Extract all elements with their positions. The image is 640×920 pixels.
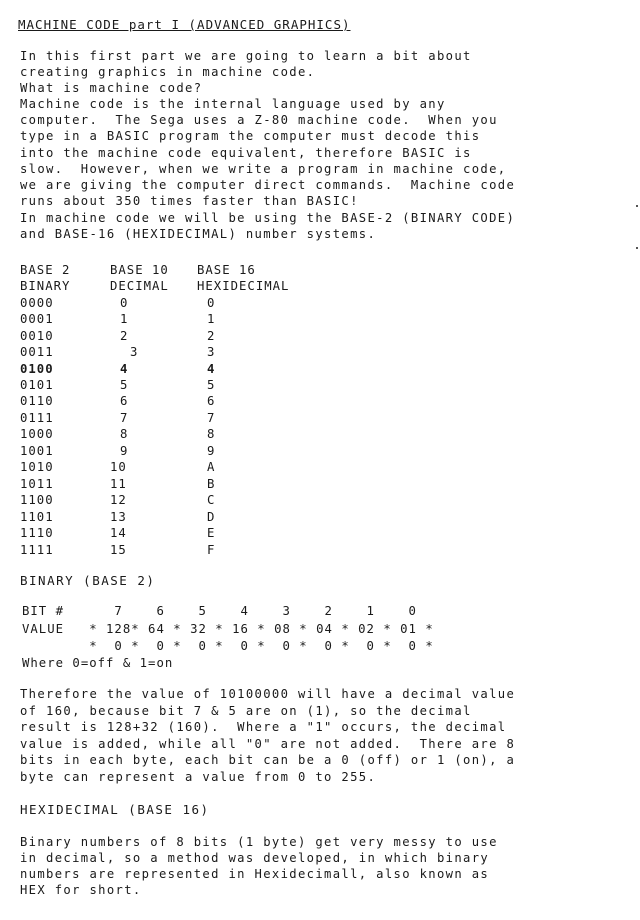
scan-speck xyxy=(636,247,638,249)
intro-line: slow. However, when we write a program in machine code, xyxy=(20,162,507,176)
where-legend: Where 0=off & 1=on xyxy=(22,656,174,670)
binary-cell: 1100 xyxy=(20,493,54,507)
decimal-cell: 15 xyxy=(110,543,127,557)
header-hexidecimal: HEXIDECIMAL xyxy=(197,279,290,293)
decimal-cell: 14 xyxy=(110,526,127,540)
intro-line: type in a BASIC program the computer must decode this xyxy=(20,129,481,143)
hex-cell: B xyxy=(207,477,216,491)
binary-cell: 1001 xyxy=(20,444,54,458)
binary-cell: 1101 xyxy=(20,510,54,524)
binary-cell: 0011 xyxy=(20,345,54,359)
body-line: result is 128+32 (160). Where a "1" occurs, the decimal xyxy=(20,720,507,734)
decimal-cell: 12 xyxy=(110,493,127,507)
hex-cell: 5 xyxy=(207,378,216,392)
binary-cell: 0101 xyxy=(20,378,54,392)
body-line: value is added, while all "0" are not added. There are 8 xyxy=(20,737,516,751)
binary-heading: BINARY (BASE 2) xyxy=(20,573,156,588)
body-line: bits in each byte, each bit can be a 0 (off) or 1 (on), a xyxy=(20,753,516,767)
bit-zero-row: * 0 * 0 * 0 * 0 * 0 * 0 * 0 * 0 * xyxy=(22,639,434,653)
body-line: of 160, because bit 7 & 5 are on (1), so the decimal xyxy=(20,704,472,718)
decimal-cell: 0 xyxy=(120,296,129,310)
decimal-cell: 6 xyxy=(120,394,129,408)
hex-cell: 1 xyxy=(207,312,216,326)
binary-cell: 0110 xyxy=(20,394,54,408)
decimal-cell: 10 xyxy=(110,460,127,474)
decimal-cell: 9 xyxy=(120,444,129,458)
intro-line: runs about 350 times faster than BASIC! xyxy=(20,194,359,208)
intro-line: into the machine code equivalent, therefore BASIC is xyxy=(20,146,472,160)
scan-speck xyxy=(636,205,638,207)
binary-cell: 1011 xyxy=(20,477,54,491)
decimal-cell: 7 xyxy=(120,411,129,425)
decimal-cell: 11 xyxy=(110,477,127,491)
intro-line: we are giving the computer direct commands. Machine code xyxy=(20,178,516,192)
header-base10: BASE 10 xyxy=(110,263,169,277)
intro-line: In this first part we are going to learn a bit about xyxy=(20,49,472,63)
page-title: MACHINE CODE part I (ADVANCED GRAPHICS) xyxy=(18,17,351,32)
binary-cell: 0001 xyxy=(20,312,54,326)
header-base16: BASE 16 xyxy=(197,263,256,277)
header-binary: BINARY xyxy=(20,279,71,293)
decimal-cell: 8 xyxy=(120,427,129,441)
hex-cell: 3 xyxy=(207,345,216,359)
binary-cell: 0010 xyxy=(20,329,54,343)
binary-cell: 0100 xyxy=(20,362,54,376)
body-line: byte can represent a value from 0 to 255. xyxy=(20,770,377,784)
decimal-cell: 1 xyxy=(120,312,129,326)
hex-cell: 0 xyxy=(207,296,216,310)
hex-cell: 7 xyxy=(207,411,216,425)
bit-number-row: BIT # 7 6 5 4 3 2 1 0 xyxy=(22,604,417,618)
intro-line: What is machine code? xyxy=(20,81,203,95)
hex-cell: F xyxy=(207,543,216,557)
binary-cell: 0000 xyxy=(20,296,54,310)
hex-cell: 6 xyxy=(207,394,216,408)
binary-cell: 1010 xyxy=(20,460,54,474)
hex-cell: 8 xyxy=(207,427,216,441)
hex-cell: E xyxy=(207,526,216,540)
hex-heading: HEXIDECIMAL (BASE 16) xyxy=(20,802,210,817)
header-base2: BASE 2 xyxy=(20,263,71,277)
body-line: numbers are represented in Hexidecimall, also known as xyxy=(20,867,490,881)
binary-cell: 0111 xyxy=(20,411,54,425)
hex-cell: 9 xyxy=(207,444,216,458)
intro-line: In machine code we will be using the BASE-2 (BINARY CODE) xyxy=(20,211,516,225)
intro-line: computer. The Sega uses a Z-80 machine code. When you xyxy=(20,113,498,127)
intro-line: and BASE-16 (HEXIDECIMAL) number systems. xyxy=(20,227,377,241)
decimal-cell: 13 xyxy=(110,510,127,524)
hex-cell: D xyxy=(207,510,216,524)
body-line: Therefore the value of 10100000 will have a decimal value xyxy=(20,687,516,701)
intro-line: creating graphics in machine code. xyxy=(20,65,316,79)
hex-cell: 4 xyxy=(207,362,216,376)
body-line: Binary numbers of 8 bits (1 byte) get very messy to use xyxy=(20,835,498,849)
binary-cell: 1000 xyxy=(20,427,54,441)
binary-cell: 1111 xyxy=(20,543,54,557)
decimal-cell: 4 xyxy=(120,362,129,376)
bit-value-row: VALUE * 128* 64 * 32 * 16 * 08 * 04 * 02 * 01 * xyxy=(22,622,434,636)
intro-line: Machine code is the internal language used by any xyxy=(20,97,446,111)
body-line: HEX for short. xyxy=(20,883,142,897)
hex-cell: C xyxy=(207,493,216,507)
decimal-cell: 3 xyxy=(130,345,139,359)
hex-cell: 2 xyxy=(207,329,216,343)
binary-cell: 1110 xyxy=(20,526,54,540)
body-line: in decimal, so a method was developed, in which binary xyxy=(20,851,490,865)
decimal-cell: 2 xyxy=(120,329,129,343)
hex-cell: A xyxy=(207,460,216,474)
header-decimal: DECIMAL xyxy=(110,279,169,293)
decimal-cell: 5 xyxy=(120,378,129,392)
